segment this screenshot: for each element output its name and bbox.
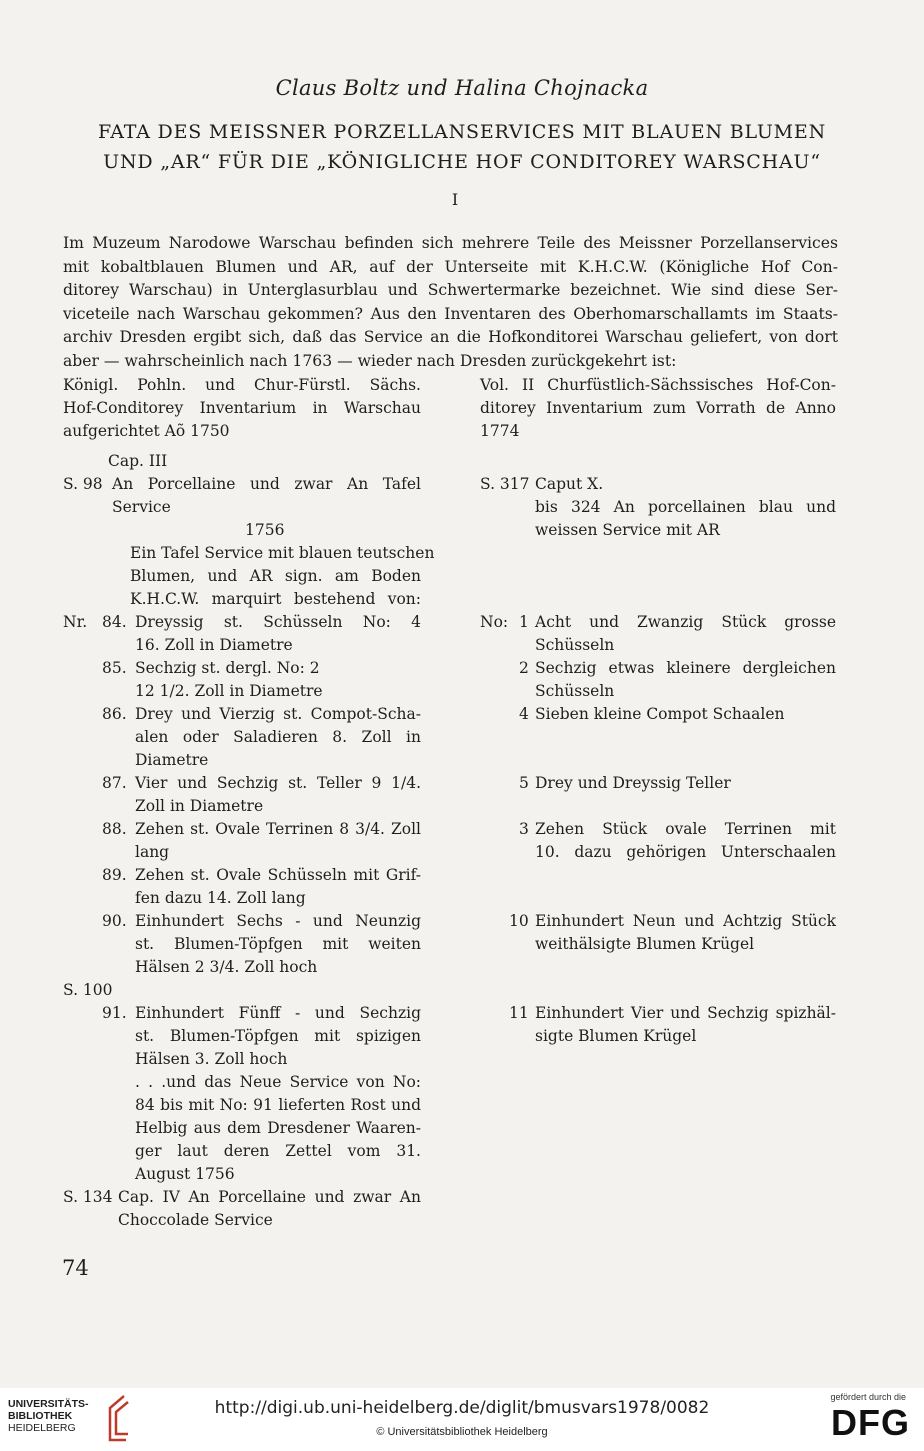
item-line: st. Blumen-Töpfgen mit spizigen	[135, 1027, 421, 1045]
logo-text: BIBLIOTHEK	[8, 1410, 73, 1422]
author-line: Claus Boltz und Halina Chojnacka	[275, 76, 649, 100]
article-title-line-1: FATA DES MEISSNER PORZELLANSERVICES MIT BLAUEN BLUMEN	[97, 121, 827, 143]
item-line: 12 1/2. Zoll in Diametre	[135, 682, 323, 700]
page-ref: S. 317	[480, 475, 530, 493]
item-line: Dreyssig st. Schüsseln No: 4	[135, 613, 421, 631]
item-line: st. Blumen-Töpfgen mit weiten	[135, 935, 421, 953]
item-line: 84 bis mit No: 91 lieferten Rost und	[135, 1096, 421, 1114]
item-line: Hälsen 3. Zoll hoch	[135, 1050, 288, 1068]
intro-line: aber — wahrscheinlich nach 1763 — wieder nach Dresden zurückgekehrt ist:	[63, 351, 677, 370]
footer-bar	[0, 1388, 924, 1451]
item-line: Einhundert Vier und Sechzig spizhäl-	[535, 1004, 836, 1022]
cap-label: Cap. III	[108, 452, 168, 470]
page-ref: S. 134	[63, 1188, 113, 1206]
item-line: sigte Blumen Krügel	[535, 1027, 697, 1045]
caput-label: Caput X.	[535, 475, 604, 493]
item-line: Drey und Vierzig st. Compot-Scha-	[135, 705, 421, 723]
item-number: 85.	[102, 659, 127, 677]
right-head-line: ditorey Inventarium zum Vorrath de Anno	[480, 399, 836, 417]
item-line: Sechzig st. dergl. No: 2	[135, 659, 320, 677]
entry-line: Cap. IV An Porcellaine und zwar An	[118, 1188, 421, 1206]
entry-line: weissen Service mit AR	[535, 521, 720, 539]
page-ref: S. 100	[63, 981, 113, 999]
item-number: 10	[509, 912, 529, 930]
item-line: Vier und Sechzig st. Teller 9 1/4.	[135, 774, 421, 792]
funding-note: gefördert durch die	[830, 1392, 906, 1402]
section-number: I	[451, 190, 459, 209]
copyright-notice: © Universitätsbibliothek Heidelberg	[376, 1426, 548, 1438]
desc-line: Ein Tafel Service mit blauen teutschen	[130, 544, 435, 562]
intro-line: viceteile nach Warschau gekommen? Aus den Inventaren des Oberhomarschallamts im Staats-	[63, 304, 838, 323]
entry-line: Choccolade Service	[118, 1211, 273, 1229]
intro-line: archiv Dresden ergibt sich, daß das Service an die Hofkonditorei Warschau geliefert, von dort	[63, 328, 838, 346]
item-line: Helbig aus dem Dresdener Waaren-	[135, 1119, 421, 1137]
logo-text: HEIDELBERG	[8, 1422, 76, 1434]
right-head-line: 1774	[480, 422, 520, 440]
item-line: Sechzig etwas kleinere dergleichen	[535, 659, 836, 677]
nr-label: Nr.	[63, 613, 88, 631]
intro-paragraph	[63, 232, 838, 373]
item-line: Schüsseln	[535, 636, 615, 654]
logo-text: UNIVERSITÄTS-	[8, 1398, 89, 1410]
entry-line: bis 324 An porcellainen blau und	[535, 498, 836, 516]
item-line: ger laut deren Zettel vom 31.	[135, 1142, 421, 1160]
item-line: weithälsigte Blumen Krügel	[535, 935, 755, 953]
item-number: 2	[519, 659, 529, 677]
item-line: Diametre	[135, 751, 209, 769]
item-line: Drey und Dreyssig Teller	[535, 774, 731, 792]
dfg-logo: DFG	[831, 1402, 910, 1443]
article-title-line-2: UND „AR“ FÜR DIE „KÖNIGLICHE HOF CONDITOREY WARSCHAU“	[103, 151, 821, 173]
permalink-url[interactable]: http://digi.ub.uni-heidelberg.de/diglit/bmusvars1978/0082	[214, 1398, 710, 1418]
item-number: 88.	[102, 820, 127, 838]
item-line: Schüsseln	[535, 682, 615, 700]
item-line: August 1756	[135, 1165, 235, 1183]
item-line: Zehen Stück ovale Terrinen mit	[535, 820, 836, 838]
page-number: 74	[62, 1256, 89, 1280]
item-line: Zehen st. Ovale Schüsseln mit Grif-	[135, 866, 421, 884]
left-head-line: aufgerichtet Aõ 1750	[63, 422, 230, 440]
entry-line: Service	[112, 498, 171, 516]
intro-line: mit kobaltblauen Blumen und AR, auf der Unterseite mit K.H.C.W. (Königliche Hof Con-	[63, 257, 838, 276]
item-line: Zehen st. Ovale Terrinen 8 3/4. Zoll	[135, 820, 421, 838]
item-line: Hälsen 2 3/4. Zoll hoch	[135, 958, 318, 976]
item-line: 10. dazu gehörigen Unterschaalen	[535, 843, 836, 861]
item-number: 1	[519, 613, 529, 631]
item-line: 16. Zoll in Diametre	[135, 636, 293, 654]
item-number: 87.	[102, 774, 127, 792]
no-label: No:	[480, 613, 509, 631]
item-line: . . .und das Neue Service von No:	[135, 1073, 421, 1091]
item-number: 3	[519, 820, 529, 838]
item-line: fen dazu 14. Zoll lang	[135, 889, 306, 907]
item-line: Einhundert Neun und Achtzig Stück	[535, 912, 836, 930]
item-number: 11	[509, 1004, 529, 1022]
intro-line: ditorey Warschau) in Unterglasurblau und Schwertermarke bezeichnet. Wie sind diese Ser-	[63, 281, 838, 299]
right-head-line: Vol. II Churfüstlich-Sächssisches Hof-Con-	[480, 376, 836, 394]
desc-line: K.H.C.W. marquirt bestehend von:	[130, 590, 421, 608]
intro-line: Im Muzeum Narodowe Warschau befinden sich mehrere Teile des Meissner Porzellanservices	[63, 234, 838, 252]
left-head-line: Hof-Conditorey Inventarium in Warschau	[63, 399, 421, 417]
entry-line: An Porcellaine und zwar An Tafel	[112, 475, 421, 493]
page-ref: S. 98	[63, 475, 103, 493]
item-line: Einhundert Fünff - und Sechzig	[135, 1004, 421, 1022]
item-line: Zoll in Diametre	[135, 797, 264, 815]
item-number: 84.	[102, 613, 127, 631]
item-line: alen oder Saladieren 8. Zoll in	[135, 728, 421, 746]
item-number: 5	[519, 774, 529, 792]
left-head-line: Königl. Pohln. und Chur-Fürstl. Sächs.	[63, 376, 421, 394]
item-number: 90.	[102, 912, 127, 930]
item-line: Einhundert Sechs - und Neunzig	[135, 912, 421, 930]
item-number: 86.	[102, 705, 127, 723]
year-label: 1756	[245, 521, 285, 539]
item-number: 91.	[102, 1004, 127, 1022]
item-line: Sieben kleine Compot Schaalen	[535, 705, 785, 723]
item-number: 4	[519, 705, 529, 723]
desc-line: Blumen, und AR sign. am Boden	[130, 567, 421, 585]
item-line: lang	[135, 843, 170, 861]
item-number: 89.	[102, 866, 127, 884]
item-line: Acht und Zwanzig Stück grosse	[535, 613, 836, 631]
